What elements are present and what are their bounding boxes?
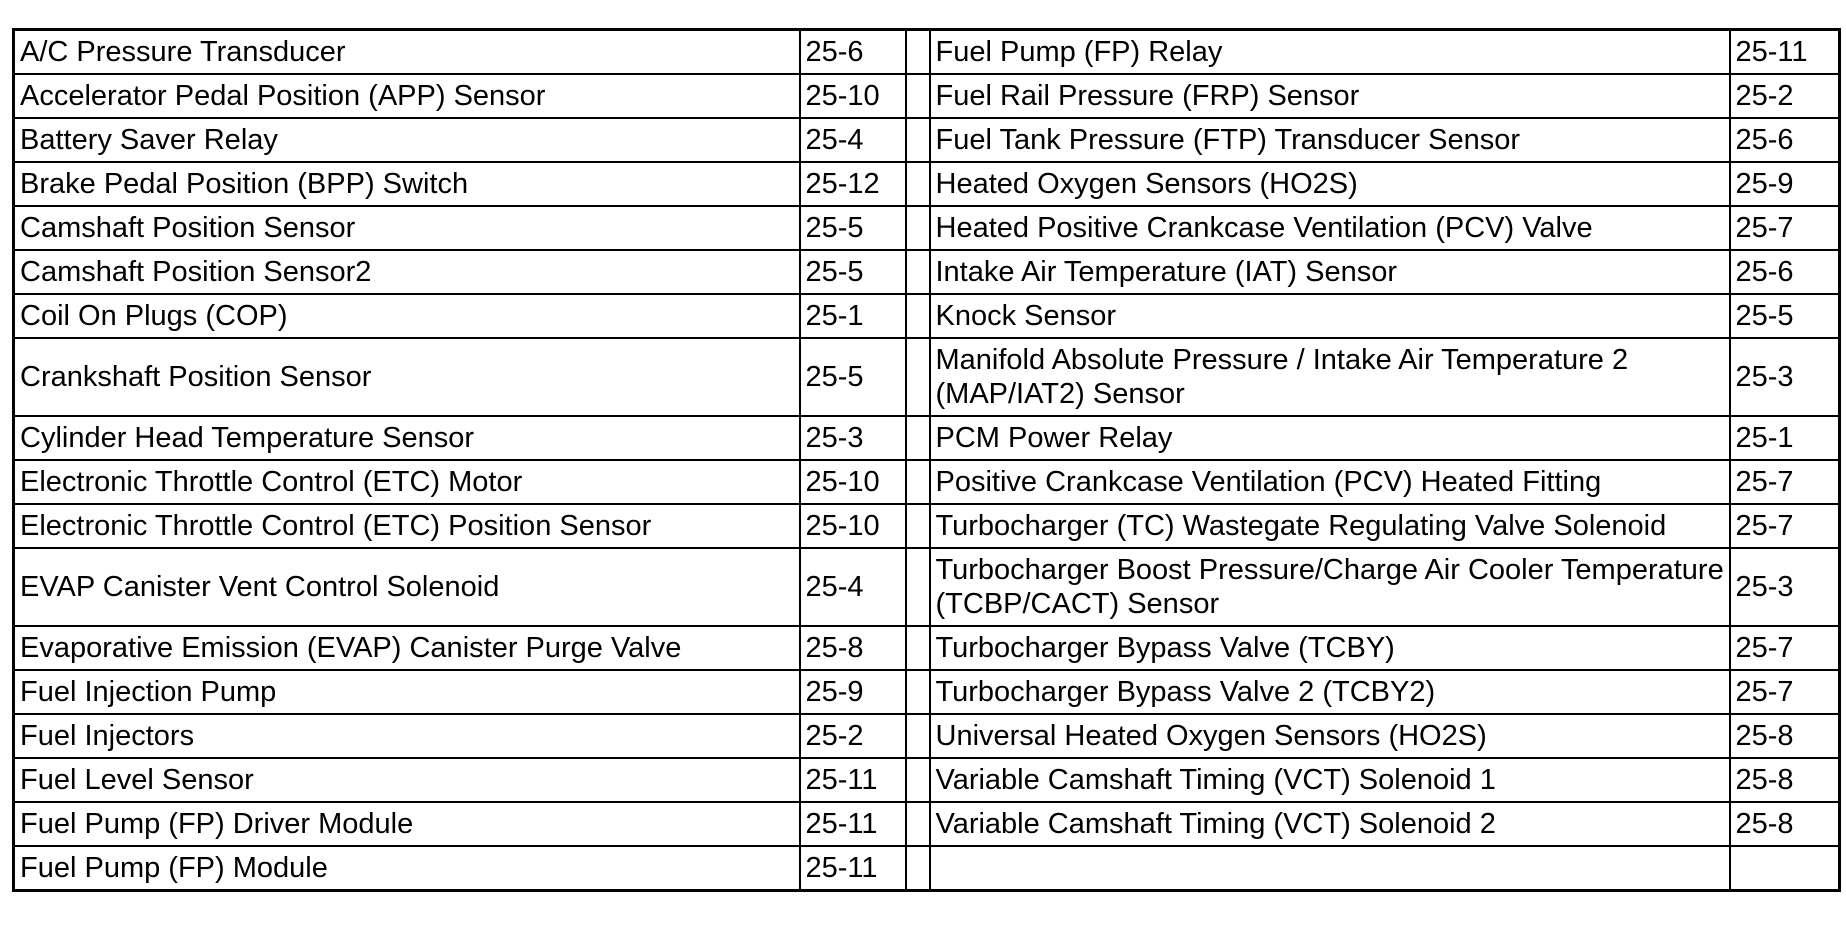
left-page-ref: 25-12 — [800, 162, 906, 206]
right-page-ref: 25-7 — [1730, 670, 1840, 714]
right-component-name: Heated Positive Crankcase Ventilation (PCV) Valve — [930, 206, 1730, 250]
table-row — [14, 846, 1840, 891]
column-divider — [906, 670, 930, 714]
column-divider — [906, 626, 930, 670]
left-page-ref: 25-11 — [800, 758, 906, 802]
table-row — [14, 460, 1840, 504]
left-component-name: Accelerator Pedal Position (APP) Sensor — [14, 74, 800, 118]
right-page-ref: 25-7 — [1730, 504, 1840, 548]
left-component-name: Coil On Plugs (COP) — [14, 294, 800, 338]
left-page-ref: 25-11 — [800, 846, 906, 891]
component-index-table — [12, 28, 1841, 892]
column-divider — [906, 548, 930, 626]
left-component-name: Evaporative Emission (EVAP) Canister Purge Valve — [14, 626, 800, 670]
right-component-name — [930, 846, 1730, 891]
table-row — [14, 504, 1840, 548]
right-page-ref: 25-7 — [1730, 460, 1840, 504]
table-row — [14, 294, 1840, 338]
column-divider — [906, 504, 930, 548]
left-component-name: Brake Pedal Position (BPP) Switch — [14, 162, 800, 206]
right-page-ref: 25-3 — [1730, 338, 1840, 416]
left-component-name: Fuel Injection Pump — [14, 670, 800, 714]
table-row — [14, 802, 1840, 846]
right-component-name: Heated Oxygen Sensors (HO2S) — [930, 162, 1730, 206]
right-component-name: Turbocharger (TC) Wastegate Regulating Valve Solenoid — [930, 504, 1730, 548]
right-component-name: Manifold Absolute Pressure / Intake Air Temperature 2 (MAP/IAT2) Sensor — [930, 338, 1730, 416]
right-component-name: Variable Camshaft Timing (VCT) Solenoid 1 — [930, 758, 1730, 802]
column-divider — [906, 846, 930, 891]
component-index-body — [14, 30, 1840, 891]
table-row — [14, 118, 1840, 162]
left-component-name: Fuel Injectors — [14, 714, 800, 758]
right-page-ref: 25-8 — [1730, 714, 1840, 758]
right-page-ref: 25-5 — [1730, 294, 1840, 338]
left-page-ref: 25-5 — [800, 206, 906, 250]
left-component-name: Cylinder Head Temperature Sensor — [14, 416, 800, 460]
table-row — [14, 626, 1840, 670]
right-component-name: Universal Heated Oxygen Sensors (HO2S) — [930, 714, 1730, 758]
table-row — [14, 162, 1840, 206]
component-index-sheet — [12, 28, 1838, 892]
table-row — [14, 206, 1840, 250]
table-row — [14, 74, 1840, 118]
left-page-ref: 25-11 — [800, 802, 906, 846]
right-page-ref: 25-1 — [1730, 416, 1840, 460]
table-row — [14, 416, 1840, 460]
column-divider — [906, 30, 930, 75]
left-page-ref: 25-3 — [800, 416, 906, 460]
right-component-name: Fuel Pump (FP) Relay — [930, 30, 1730, 75]
column-divider — [906, 338, 930, 416]
right-page-ref: 25-7 — [1730, 206, 1840, 250]
right-page-ref: 25-6 — [1730, 250, 1840, 294]
column-divider — [906, 206, 930, 250]
column-divider — [906, 460, 930, 504]
left-component-name: Electronic Throttle Control (ETC) Motor — [14, 460, 800, 504]
column-divider — [906, 802, 930, 846]
left-component-name: Camshaft Position Sensor — [14, 206, 800, 250]
table-row — [14, 670, 1840, 714]
left-page-ref: 25-5 — [800, 250, 906, 294]
column-divider — [906, 250, 930, 294]
right-component-name: Turbocharger Boost Pressure/Charge Air Cooler Temperature (TCBP/CACT) Sensor — [930, 548, 1730, 626]
right-page-ref — [1730, 846, 1840, 891]
right-component-name: Turbocharger Bypass Valve (TCBY) — [930, 626, 1730, 670]
left-page-ref: 25-4 — [800, 118, 906, 162]
left-page-ref: 25-10 — [800, 460, 906, 504]
left-page-ref: 25-4 — [800, 548, 906, 626]
right-page-ref: 25-2 — [1730, 74, 1840, 118]
left-page-ref: 25-5 — [800, 338, 906, 416]
right-component-name: Fuel Rail Pressure (FRP) Sensor — [930, 74, 1730, 118]
right-page-ref: 25-6 — [1730, 118, 1840, 162]
left-component-name: Fuel Pump (FP) Module — [14, 846, 800, 891]
left-component-name: Battery Saver Relay — [14, 118, 800, 162]
right-page-ref: 25-3 — [1730, 548, 1840, 626]
right-component-name: Intake Air Temperature (IAT) Sensor — [930, 250, 1730, 294]
right-page-ref: 25-11 — [1730, 30, 1840, 75]
column-divider — [906, 162, 930, 206]
right-component-name: Fuel Tank Pressure (FTP) Transducer Sensor — [930, 118, 1730, 162]
right-component-name: Positive Crankcase Ventilation (PCV) Heated Fitting — [930, 460, 1730, 504]
left-component-name: EVAP Canister Vent Control Solenoid — [14, 548, 800, 626]
right-component-name: Variable Camshaft Timing (VCT) Solenoid 2 — [930, 802, 1730, 846]
left-component-name: Crankshaft Position Sensor — [14, 338, 800, 416]
right-component-name: PCM Power Relay — [930, 416, 1730, 460]
right-component-name: Turbocharger Bypass Valve 2 (TCBY2) — [930, 670, 1730, 714]
left-page-ref: 25-1 — [800, 294, 906, 338]
table-row — [14, 250, 1840, 294]
column-divider — [906, 118, 930, 162]
left-component-name: Fuel Level Sensor — [14, 758, 800, 802]
right-component-name: Knock Sensor — [930, 294, 1730, 338]
right-page-ref: 25-9 — [1730, 162, 1840, 206]
column-divider — [906, 294, 930, 338]
left-page-ref: 25-9 — [800, 670, 906, 714]
right-page-ref: 25-7 — [1730, 626, 1840, 670]
column-divider — [906, 74, 930, 118]
column-divider — [906, 416, 930, 460]
left-component-name: Fuel Pump (FP) Driver Module — [14, 802, 800, 846]
table-row — [14, 548, 1840, 626]
left-component-name: Electronic Throttle Control (ETC) Position Sensor — [14, 504, 800, 548]
left-page-ref: 25-8 — [800, 626, 906, 670]
column-divider — [906, 714, 930, 758]
right-page-ref: 25-8 — [1730, 758, 1840, 802]
table-row — [14, 714, 1840, 758]
left-page-ref: 25-6 — [800, 30, 906, 75]
left-page-ref: 25-2 — [800, 714, 906, 758]
left-page-ref: 25-10 — [800, 504, 906, 548]
right-page-ref: 25-8 — [1730, 802, 1840, 846]
left-component-name: Camshaft Position Sensor2 — [14, 250, 800, 294]
left-component-name: A/C Pressure Transducer — [14, 30, 800, 75]
left-page-ref: 25-10 — [800, 74, 906, 118]
column-divider — [906, 758, 930, 802]
table-row — [14, 338, 1840, 416]
table-row — [14, 758, 1840, 802]
table-row — [14, 30, 1840, 75]
